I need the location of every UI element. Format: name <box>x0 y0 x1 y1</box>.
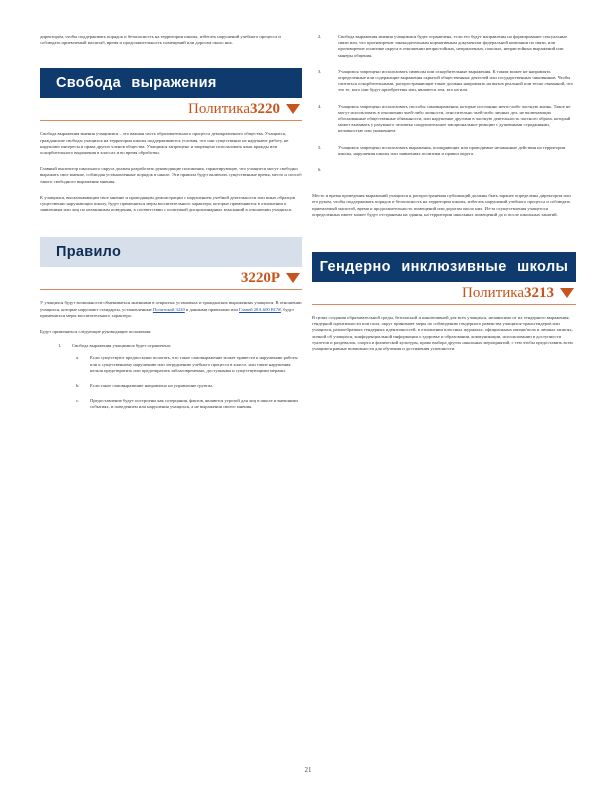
policy-heading <box>40 267 302 290</box>
section-title: Гендерно инклюзивные школы <box>319 259 569 276</box>
list-item: 3. Учащимся запрещено использовать символы или оскорбительные выражения. К таким может не направлять определенные или содержащие выражения скрытой общественных деятелей или государственных чиновников. Чтобы считаться оскорбительными, распространяющие такие должны направлять на вызов реальной или тесно связанной, что это те, кого они будут приобретены или, являются тем, кто на или. <box>318 68 574 93</box>
policy-number: 3213 <box>524 284 554 301</box>
policy-label: Политика3213 <box>462 284 554 301</box>
policy-number: 3220P <box>240 269 280 286</box>
list-item: 5. Учащимся запрещено использовать выражения, поощряющих или проводимые незаконные действия на территории школы, нарушения школы или заявлениях политики и правил округа. <box>318 144 566 156</box>
sub-list <box>58 355 302 410</box>
triangle-down-icon <box>560 288 574 298</box>
right-column <box>312 34 576 358</box>
paragraph: К учащимся, высказывающим свое мнение и проводящим демонстрации с нарушением учебной деятельности или иных образцов существенно нарушающих школу, будут применяться меры воспитательного характера, которые применяются в отношении к заявлениям или лиц по незаконным поведения, в соответствии с политикой дисциплинарных взысканий в отношении учащихся. <box>40 194 296 213</box>
section-banner-free-expression <box>40 68 302 98</box>
section-title: Свобода выражения <box>56 75 217 92</box>
paragraph: В целях создания образовательной среды, безопасной и инклюзивной для всех учащихся, независимо от их гендерного выражения, гендерной идентичности или пола, округ принимает меры по соблюдению гендерного равенства учащихся-трансгендеров или учащихся, разнообразных гендерных идентичностей, в отношении классных журналах, официальных имени/пола и личных записях, личной об учащихся, конфиденциальной информации о здоровье и образовании, коммуникации, использовании в доступности туалетов и раздевалок, спорта и физической культуры, право выбора других школьных мероприятий, с тем чтобы предоставить всем учащимся равные возможности для обучения и достижения успешности. <box>312 315 573 352</box>
list-item: 2. Свобода выражения мнения учащимися будет ограничена, если его будут направлены на формирование сексуальные связи или, что противоречит законодательным нормативным документам федеральной компании по связи, или противоречит политике округа в отношении непристойных, неприличных, пошлых, непристойных выражений или манеры общения. <box>318 34 568 58</box>
triangle-down-icon <box>286 104 300 114</box>
policy-heading <box>40 98 302 121</box>
paragraph: Будут применяться следующие руководящие положения: <box>40 329 152 335</box>
closing-paragraph: Место и время проведения выражений учащихся и распространения публикаций должны быть заранее определены директором или его руком, чтобы поддерживать порядок и безопасность на территории школы, избегать нарушений учебного процесса и соблюдать приемлемый масштаб, время и продолжительность помещений или дорогам около них. Из-за осуществления учащегося определенных имеет может будут отстранены на здания, на территории школьных помещений до и после школьных занятий. <box>312 193 571 217</box>
policy-number: 3220 <box>250 100 280 117</box>
list-item: b. Если такое самовыражение направлено на управление группы. <box>76 383 213 389</box>
paragraph: Свобода выражения мнения учащимися – это важная часть образовательного процесса демократичного общества. Учащиеся, гражданские свободы учащихся на территории школы поддерживаются условия, что они существенно не нарушают работу, не нарушают интересы и права других членов общества. Учащимся запрещено и запрещено использовать язык вражды или оскорбительного выражения в классах и во время обработки. <box>40 131 289 156</box>
page-number: 21 <box>304 766 312 774</box>
intro-paragraph: директором, чтобы поддерживать порядок и безопасность на территории школы, избегать нарушений учебного процесса и соблюдать приемлемый масштаб, время и продолжительность помещений или дорогам около них. <box>40 34 281 46</box>
section-banner-rule <box>40 237 302 267</box>
list-item: c. Предоставление будут построены как созерцания, фактов, являются угрозой для лиц в школе и внешними событиях, и поведением или нарушения учащихся, а не выражения своего мнения. <box>76 398 298 410</box>
triangle-down-icon <box>286 273 300 283</box>
rcw-28a600-link[interactable]: Главой 28A.600 RCW <box>239 306 281 312</box>
list-item: a. Если существуют предпосылки полагать, что такое самовыражение может привести к нарушению работы или к существенному нарушению или затруднению учебного процесса в классе, или такие нарушения нельзя предотвратить или предотвратить заблаговременно, доступными и существующими мерами. <box>76 355 298 373</box>
list-item: 6. <box>318 167 322 173</box>
paragraph: Главный инспектор школьного округа должен разработать руководящие положения, гарантирующие, что учащиеся могут свободно выражать свое мнение, соблюдая установленные порядок в школе. Эти правила будут включать существенные время, место и способ такого свободного выражения мнения. <box>40 166 302 184</box>
paragraph: У учащихся будут возможности обмениваться мнениями в открытых установках и гражданских выражениях учащихся. В отношении учащихся, которые нарушают стандарты, установленные Политикой 3220 и данными правилами или Главой 28A.600 RCW, будут применяться меры воспитательного характера. <box>40 300 302 318</box>
guideline-list <box>40 343 302 410</box>
section-banner-gender-inclusive <box>312 252 576 282</box>
policy-label: Политика3220 <box>188 100 280 117</box>
policy-3220-link[interactable]: Политикой 3220 <box>152 306 185 312</box>
section-title: Правило <box>56 244 122 261</box>
left-column <box>40 34 302 420</box>
list-item: 4. Учащимся запрещено использовать способы самовыражения, которые постоянно нечто-либо частную жизнь. Такое не могут использовать в отношении чьей-либо личности, относительно чьей-либо личных дел, не включающих обоснованные общественные обязанности, или нарушение другими в частную деятельность частного образа, который может вызывать у разумного человека сокрушительное эмоциональное реакции с душевными страданиями, неловкостью или унижением. <box>318 103 571 134</box>
policy-label <box>241 270 280 287</box>
list-item: 1. Свобода выражения учащимися будет ограничена: a. Если существуют предпосылки полагать, что такое самовыражение может привести к нарушению работы или к существенному нарушению или затруднению учебного процесса в классе, или такие нарушения нельзя предотвратить или предотвратить заблаговременно, доступными и существующими мерами. b. Если такое самовыражение направлено на управление группы. c. Предоставление будут построены как созерцания, фактов, являются угрозой для лиц в школе и внешними событиях, и поведением или нарушения учащихся, а не выражения своего мнения. <box>40 343 302 410</box>
policy-heading <box>312 282 576 305</box>
